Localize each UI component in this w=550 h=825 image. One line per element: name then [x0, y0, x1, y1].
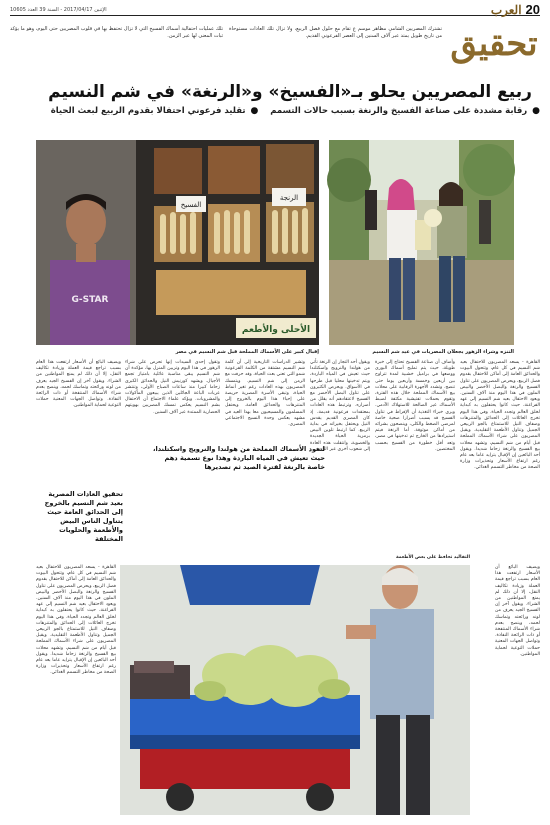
page-header — [10, 4, 540, 16]
teaser-left: تلك عمليات احتفالية أسماك الفسيخ التي لا تزال تحتفظ بها في قلوب المصريين حتى اليوم، وهو ما يؤكد ثبات المعنى لها عبر الزمن. — [10, 26, 223, 39]
article-column-2: وأضاف أن صناعة الفسيخ تحتاج إلى خبرة طويلة، حيث يتم تمليح أسماك البوري ووضعها في براميل خشبية لمدة تتراوح بين أربعين وخمسة وأربعين يوما حتى تنضج. وتشدد الأجهزة الرقابية على محلات بيع الأسماك المملحة خلال هذه الفترة، وتقوم بحملات تفتيشية مكثفة لضبط الأسماك غير الصالحة للاستهلاك الآدمي. ويرى خبراء التغذية أن الإفراط في تناول الفسيخ قد يسبب أضرارا صحية خاصة لمرضى الضغط والكلى، وينصحون بشرائه من أماكن موثوقة. أما الرنغة فيتم استيرادها من الخارج ثم تدخينها في مصر، وتعد أقل خطورة من الفسيخ بحسب المختصين. — [375, 360, 455, 452]
deck-item-2: تقليد فرعوني احتفالا بقدوم الربيع لبعث الحياة — [50, 106, 246, 116]
page-number: 20 — [525, 2, 540, 17]
photo-vegetable-cart — [120, 565, 470, 815]
deck-item-1: رقابة مشددة على صناعة الفسيخ والرنغة بسبب حالات التسمم — [270, 106, 528, 116]
article-column-8: ويضيف البائع أن الأسعار ارتفعت هذا العام بسبب تراجع قيمة العملة وزيادة تكاليف النقل، إلا أن ذلك لم يمنع المواطنين من الشراء. ويقول آخر إن الفسيخ الجيد يعرف من لونه ورائحته وتماسك لحمه، وينصح بعدم شراء الأسماك المنتفخة أو ذات الرائحة النفاذة. وتواصل الجهات المعنية حملات التوعية لحماية المواطنين. — [495, 565, 540, 657]
article-column-5: وتقول إحدى السيدات إنها تحرص على شراء الزهور في هذا اليوم وتزيين المنزل بها، مؤكدة أن شم النسيم يبقى مناسبة عائلية بامتياز تجمع الأجيال. ويشهد كورنيش النيل والحدائق الكبرى زحاما كبيرا منذ ساعات الصباح الأولى، وتنتشر عربات الباعة الجائلين الذين يبيعون المأكولات والمشروبات. ويؤكد علماء الاجتماع أن الاحتفال بشم النسيم يعكس تمسك المصريين بهويتهم الحضارية الممتدة عبر آلاف السنين. — [125, 360, 220, 415]
caption-women-flowers: التنزه وشراء الزهور يجعلان المصريات في عيد شم النسيم — [372, 349, 514, 355]
price-tag-1: الفسيخ — [180, 201, 202, 209]
shirt-print: G-STAR — [71, 295, 109, 305]
deck-bullet-icon: ● — [250, 106, 259, 116]
newspaper-brand: العرب — [490, 2, 522, 17]
photo-women-flowers-image — [329, 140, 514, 345]
photo-vegetable-cart-image — [120, 565, 470, 815]
deck-bullet-icon: ● — [532, 106, 540, 116]
shop-banner: الأحلى والأطعم — [241, 325, 311, 335]
header-brand-group — [491, 2, 540, 17]
section-title: تحقيق — [450, 24, 538, 64]
photo-women-flowers — [329, 140, 514, 345]
photo-fish-shop — [36, 140, 319, 345]
article-column-4: وتشير الدراسات التاريخية إلى أن كلمة شم النسيم مشتقة من الكلمة الفرعونية شمو التي تعني بعث الحياة، وقد حرفت مع الزمن إلى شم النسيم. ويتمسك المصريون بهذه العادات رغم تغير أنماط الحياة، وتبقى الأسرة المصرية حريصة على إحياء هذا اليوم بالخروج إلى المتنزهات والحدائق العامة. ويحتفل المسلمون والمسيحيون معا بهذا العيد في مشهد يعكس وحدة النسيج الاجتماعي المصري. — [225, 360, 305, 428]
subhead-rangha-import: لتعود الأسماك المملحة من هولندا والنرويج واسكتلندا، حيث تعيش في المياه الباردة وهذا نوع تسمية دهم خاصة بالرنغة لفترة الصيد ثم تصديرها — [152, 445, 325, 471]
headline: ربيع المصريين يحلو بـ«الفسيخ» و«الرنغة» في شم النسيم — [48, 82, 532, 102]
deck — [40, 106, 540, 116]
subhead-egyptian-customs: تحقيق العادات المصرية بعيد شم النسيم بالخروج إلى الحدائق العامة حيث يتناول الناس البيض والأطعمة والحلويات المختلفة — [44, 490, 123, 543]
price-tag-2: الرنجة — [279, 194, 299, 202]
article-column-3: ويقول أحد التجار إن الرنغة تأتي من هولندا والنرويج واسكتلندا حيث تعيش في المياه الباردة، ويتم تدخينها محليا قبل طرحها في الأسواق. ويحرص الكثيرون على تناول البصل الأخضر مع الفسيخ لاعتقادهم أنه يقلل من أضراره. وترتبط هذه العادات بمعتقدات فرعونية قديمة، إذ كان المصري القديم يقدس النيل ويحتفل بخيراته في بداية الربيع. كما ارتبط تلوين البيض برمزية الحياة الجديدة والخصوبة، وانتقلت هذه العادة إلى شعوب أخرى عبر التاريخ. — [310, 360, 370, 452]
article-column-1: القاهرة - يسعد المصريون للاحتفال بعيد شم النسيم في كل عام، وتتحول البيوت والحدائق العامة إلى أماكن للاحتفال بقدوم فصل الربيع، ويحرص المصريون على تناول الفسيخ والرنغة والبصل الأخضر والبيض الملون في هذا اليوم منذ آلاف السنين. ويعود الاحتفال بعيد شم النسيم إلى عهد الفراعنة، حيث كانوا يحتفلون به كبداية لخلق العالم وتجدد الحياة. وفي هذا اليوم تخرج العائلات إلى الحدائق والمتنزهات وضفاف النيل للاستمتاع بالجو الربيعي الجميل وتناول الأطعمة التقليدية. ويقبل المصريون على شراء الأسماك المملحة قبل أيام من شم النسيم، وتشهد محلات بيع الفسيخ والرنغة زحاما شديدا. ويقول أحد البائعين إن الإقبال يتزايد عاما بعد عام رغم ارتفاع الأسعار وتحذيرات وزارة الصحة من مخاطر التسمم الغذائي. — [460, 360, 540, 471]
header-dateline-group — [10, 7, 107, 13]
article-column-7: القاهرة - يسعد المصريون للاحتفال بعيد شم النسيم في كل عام، وتتحول البيوت والحدائق العامة إلى أماكن للاحتفال بقدوم فصل الربيع، ويحرص المصريون على تناول الفسيخ والرنغة والبصل الأخضر والبيض الملون في هذا اليوم منذ آلاف السنين. ويعود الاحتفال بعيد شم النسيم إلى عهد الفراعنة، حيث كانوا يحتفلون به كبداية لخلق العالم وتجدد الحياة. وفي هذا اليوم تخرج العائلات إلى الحدائق والمتنزهات وضفاف النيل للاستمتاع بالجو الربيعي الجميل وتناول الأطعمة التقليدية. ويقبل المصريون على شراء الأسماك المملحة قبل أيام من شم النسيم، وتشهد محلات بيع الفسيخ والرنغة زحاما شديدا. ويقول أحد البائعين إن الإقبال يتزايد عاما بعد عام رغم ارتفاع الأسعار وتحذيرات وزارة الصحة من مخاطر التسمم الغذائي. — [36, 565, 116, 676]
caption-fish-shop: إقبال كبير على الأسماك المملحة قبل شم النسيم في مصر — [175, 349, 319, 355]
teaser-right: تشترك المصريين الشامي مظاهر موسم ع تقام مع حلول فصل الربيع، ولا تزال تلك العادات مستوحاة من تاريخ طويل يمتد عبر آلاف السنين إلى العصر الفرعوني القديم. — [229, 26, 442, 39]
caption-vegetable-cart: التقاليد تحافظ على بعض الأطعمة — [395, 555, 470, 560]
top-strip — [10, 20, 540, 68]
photo-fish-shop-image — [36, 140, 319, 345]
article-column-6: ويضيف البائع أن الأسعار ارتفعت هذا العام بسبب تراجع قيمة العملة وزيادة تكاليف النقل، إلا أن ذلك لم يمنع المواطنين من الشراء. ويقول آخر إن الفسيخ الجيد يعرف من لونه ورائحته وتماسك لحمه، وينصح بعدم شراء الأسماك المنتفخة أو ذات الرائحة النفاذة. وتواصل الجهات المعنية حملات التوعية لحماية المواطنين. — [36, 360, 121, 409]
header-dateline: الإثنين 2017/04/17 - السنة 39 العدد 10605 — [10, 6, 107, 13]
